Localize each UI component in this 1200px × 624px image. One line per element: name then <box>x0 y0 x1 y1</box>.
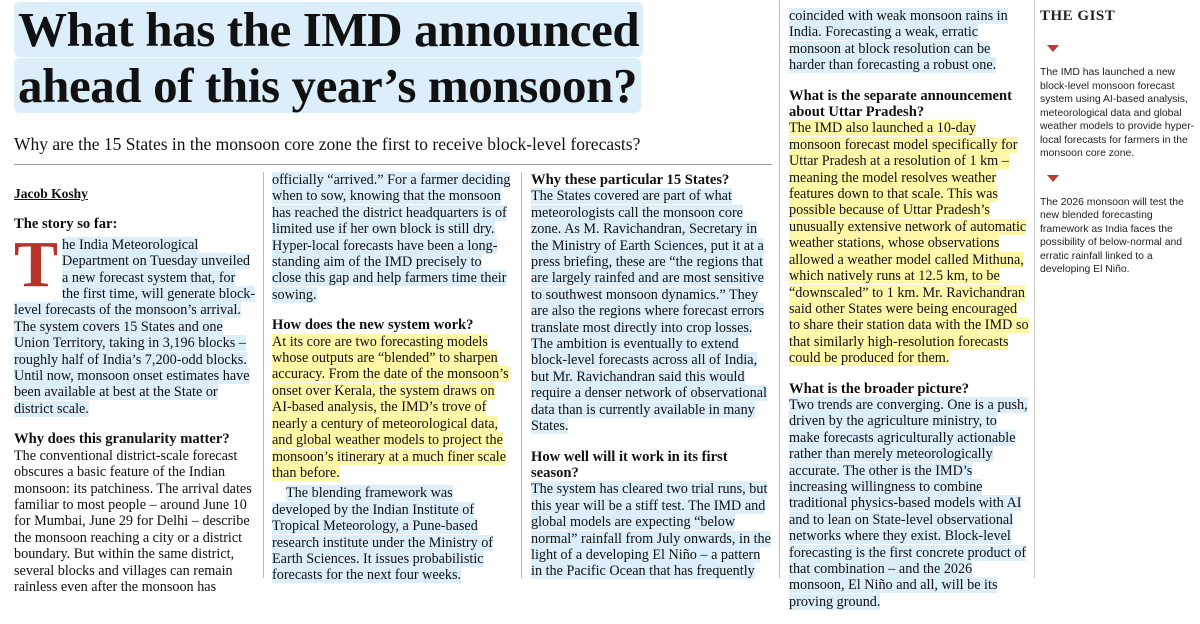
headline-line-1: What has the IMD announced <box>14 2 643 57</box>
column-4 <box>789 8 1029 624</box>
byline[interactable]: Jacob Koshy <box>14 186 88 201</box>
story-paragraph <box>14 227 256 417</box>
headline-line-2: ahead of this year’s monsoon? <box>14 58 641 113</box>
story-body: he India Meteorological Department on Tuesday unveiled a new forecast system that, for the first time, will generate block-level forecasts of the monsoon’s arrival. The system covers 15 States and one Union Territory, taking in 3,196 blocks – roughly half of India’s 7,200-odd blocks. Until now, monsoon onset estimates have been available at best at the State or district scale. <box>14 236 256 417</box>
answer-broader-picture: Two trends are converging. One is a push, driven by the agriculture ministry, to make forecasts agriculturally actionable rather than merely meteorologically accurate. The other is the IMD’s increasing willingness to combine traditional physics-based models with AI and to lean on State-level observational networks where they exist. Block-level forecasting is the first concrete product of that combination – and the 2026 monsoon, El Niño and all, will be its proving ground. <box>789 396 1028 610</box>
gist-title: THE GIST <box>1040 8 1116 24</box>
header-divider <box>14 164 772 165</box>
question-how-it-works: How does the new system work? <box>272 317 474 334</box>
answer-first-season: The system has cleared two trial runs, but this year will be a stiff test. The IMD and global models are expecting “below normal” rainfall from July onwards, in the light of a developing El Niño – a pattern in the Pacific Ocean that has frequently <box>531 481 771 580</box>
question-broader-picture: What is the broader picture? <box>789 380 969 397</box>
column-3 <box>531 172 771 594</box>
paragraph-officially-arrived: officially “arrived.” For a farmer deciding when to sow, knowing that the monsoon has reached the district headquarters is of limited use if her own block is still dry. Hyper-local forecasts have been a long-standing aim of the IMD precisely to close this gap and help farmers time their sowing. <box>272 172 511 303</box>
paragraph-weak-monsoon: coincided with weak monsoon rains in India. Forecasting a weak, erratic monsoon at block resolution can be harder than forecasting a robust one. <box>789 8 1008 74</box>
column-2 <box>272 172 514 584</box>
triangle-bullet-icon <box>1047 175 1059 182</box>
paragraph-blending-framework: The blending framework was developed by the Indian Institute of Tropical Meteorology, a Pune-based research institute under the Ministry of Earth Sciences. It issues probabilistic forecasts for the next four weeks. <box>272 485 494 584</box>
answer-uttar-pradesh: The IMD also launched a 10-day monsoon forecast model specifically for Uttar Pradesh at a resolution of 1 km – meaning the model resolves weather features down to that scale. This was possible because of Uttar Pradesh’s unusually extensive network of automatic weather stations, whose observations allowed a weather model called Mithuna, which natively runs at 12.5 km, to be “downscaled” to 1 km. Mr. Ravichandran said other States were being encouraged to share their station data with the IMD so that similarly high-resolution forecasts could be produced for them. <box>789 120 1029 367</box>
dropcap: T <box>14 227 59 301</box>
question-uttar-pradesh: What is the separate announcement about Uttar Pradesh? <box>789 87 1012 121</box>
question-why-15-states: Why these particular 15 States? <box>531 172 730 188</box>
column-1 <box>14 172 256 609</box>
column-divider <box>779 0 780 578</box>
column-divider <box>521 172 522 578</box>
question-first-season: How well will it work in its first season? <box>531 448 728 481</box>
answer-how-it-works: At its core are two forecasting models whose outputs are “blended” to sharpen accuracy. From the date of the monsoon’s onset over Kerala, the system draws on AI-based analysis, the IMD’s trove of nearly a century of meteorological data, and global weather models to project the monsoon’s itinerary at a much finer scale than before. <box>272 333 509 481</box>
question-granularity: Why does this granularity matter? <box>14 431 230 448</box>
answer-granularity: The conventional district-scale forecast obscures a basic feature of the Indian monsoon: its patchiness. The arrival dates familiar to most people – around June 10 for Mumbai, June 29 for Delhi – describe the monsoon reaching a city or a district boundary. But within the same district, several blocks and villages can remain rainless even after the monsoon has <box>14 447 252 595</box>
column-divider <box>263 172 264 578</box>
gist-sidebar <box>1040 8 1200 291</box>
gist-item: The 2026 monsoon will test the new blended forecasting framework as India faces the possibility of below-normal and erratic rainfall linked to a developing El Niño. <box>1040 196 1184 275</box>
answer-why-15-states: The States covered are part of what meteorologists call the monsoon core zone. As M. Ravichandran, Secretary in the Ministry of Earth Sciences, put it at a press briefing, these are “the regions that are largely rainfed and are most sensitive to southwest monsoon dynamics.” They are also the regions where forecast errors translate most directly into crop losses. The ambition is eventually to extend block-level forecasts across all of India, but Mr. Ravichandran said this would require a denser network of observational data than is currently available in many States. <box>531 188 767 435</box>
story-so-far-heading: The story so far: <box>14 216 118 233</box>
gist-item: The IMD has launched a new block-level monsoon forecast system using AI-based analysis, meteorological data and global weather models to provide hyper-local forecasts for farmers in the monsoon core zone. <box>1040 67 1195 159</box>
headline <box>14 2 774 114</box>
gist-divider <box>1034 0 1035 578</box>
subheadline: Why are the 15 States in the monsoon core zone the first to receive block-level forecasts? <box>14 134 641 154</box>
triangle-bullet-icon <box>1047 45 1059 52</box>
